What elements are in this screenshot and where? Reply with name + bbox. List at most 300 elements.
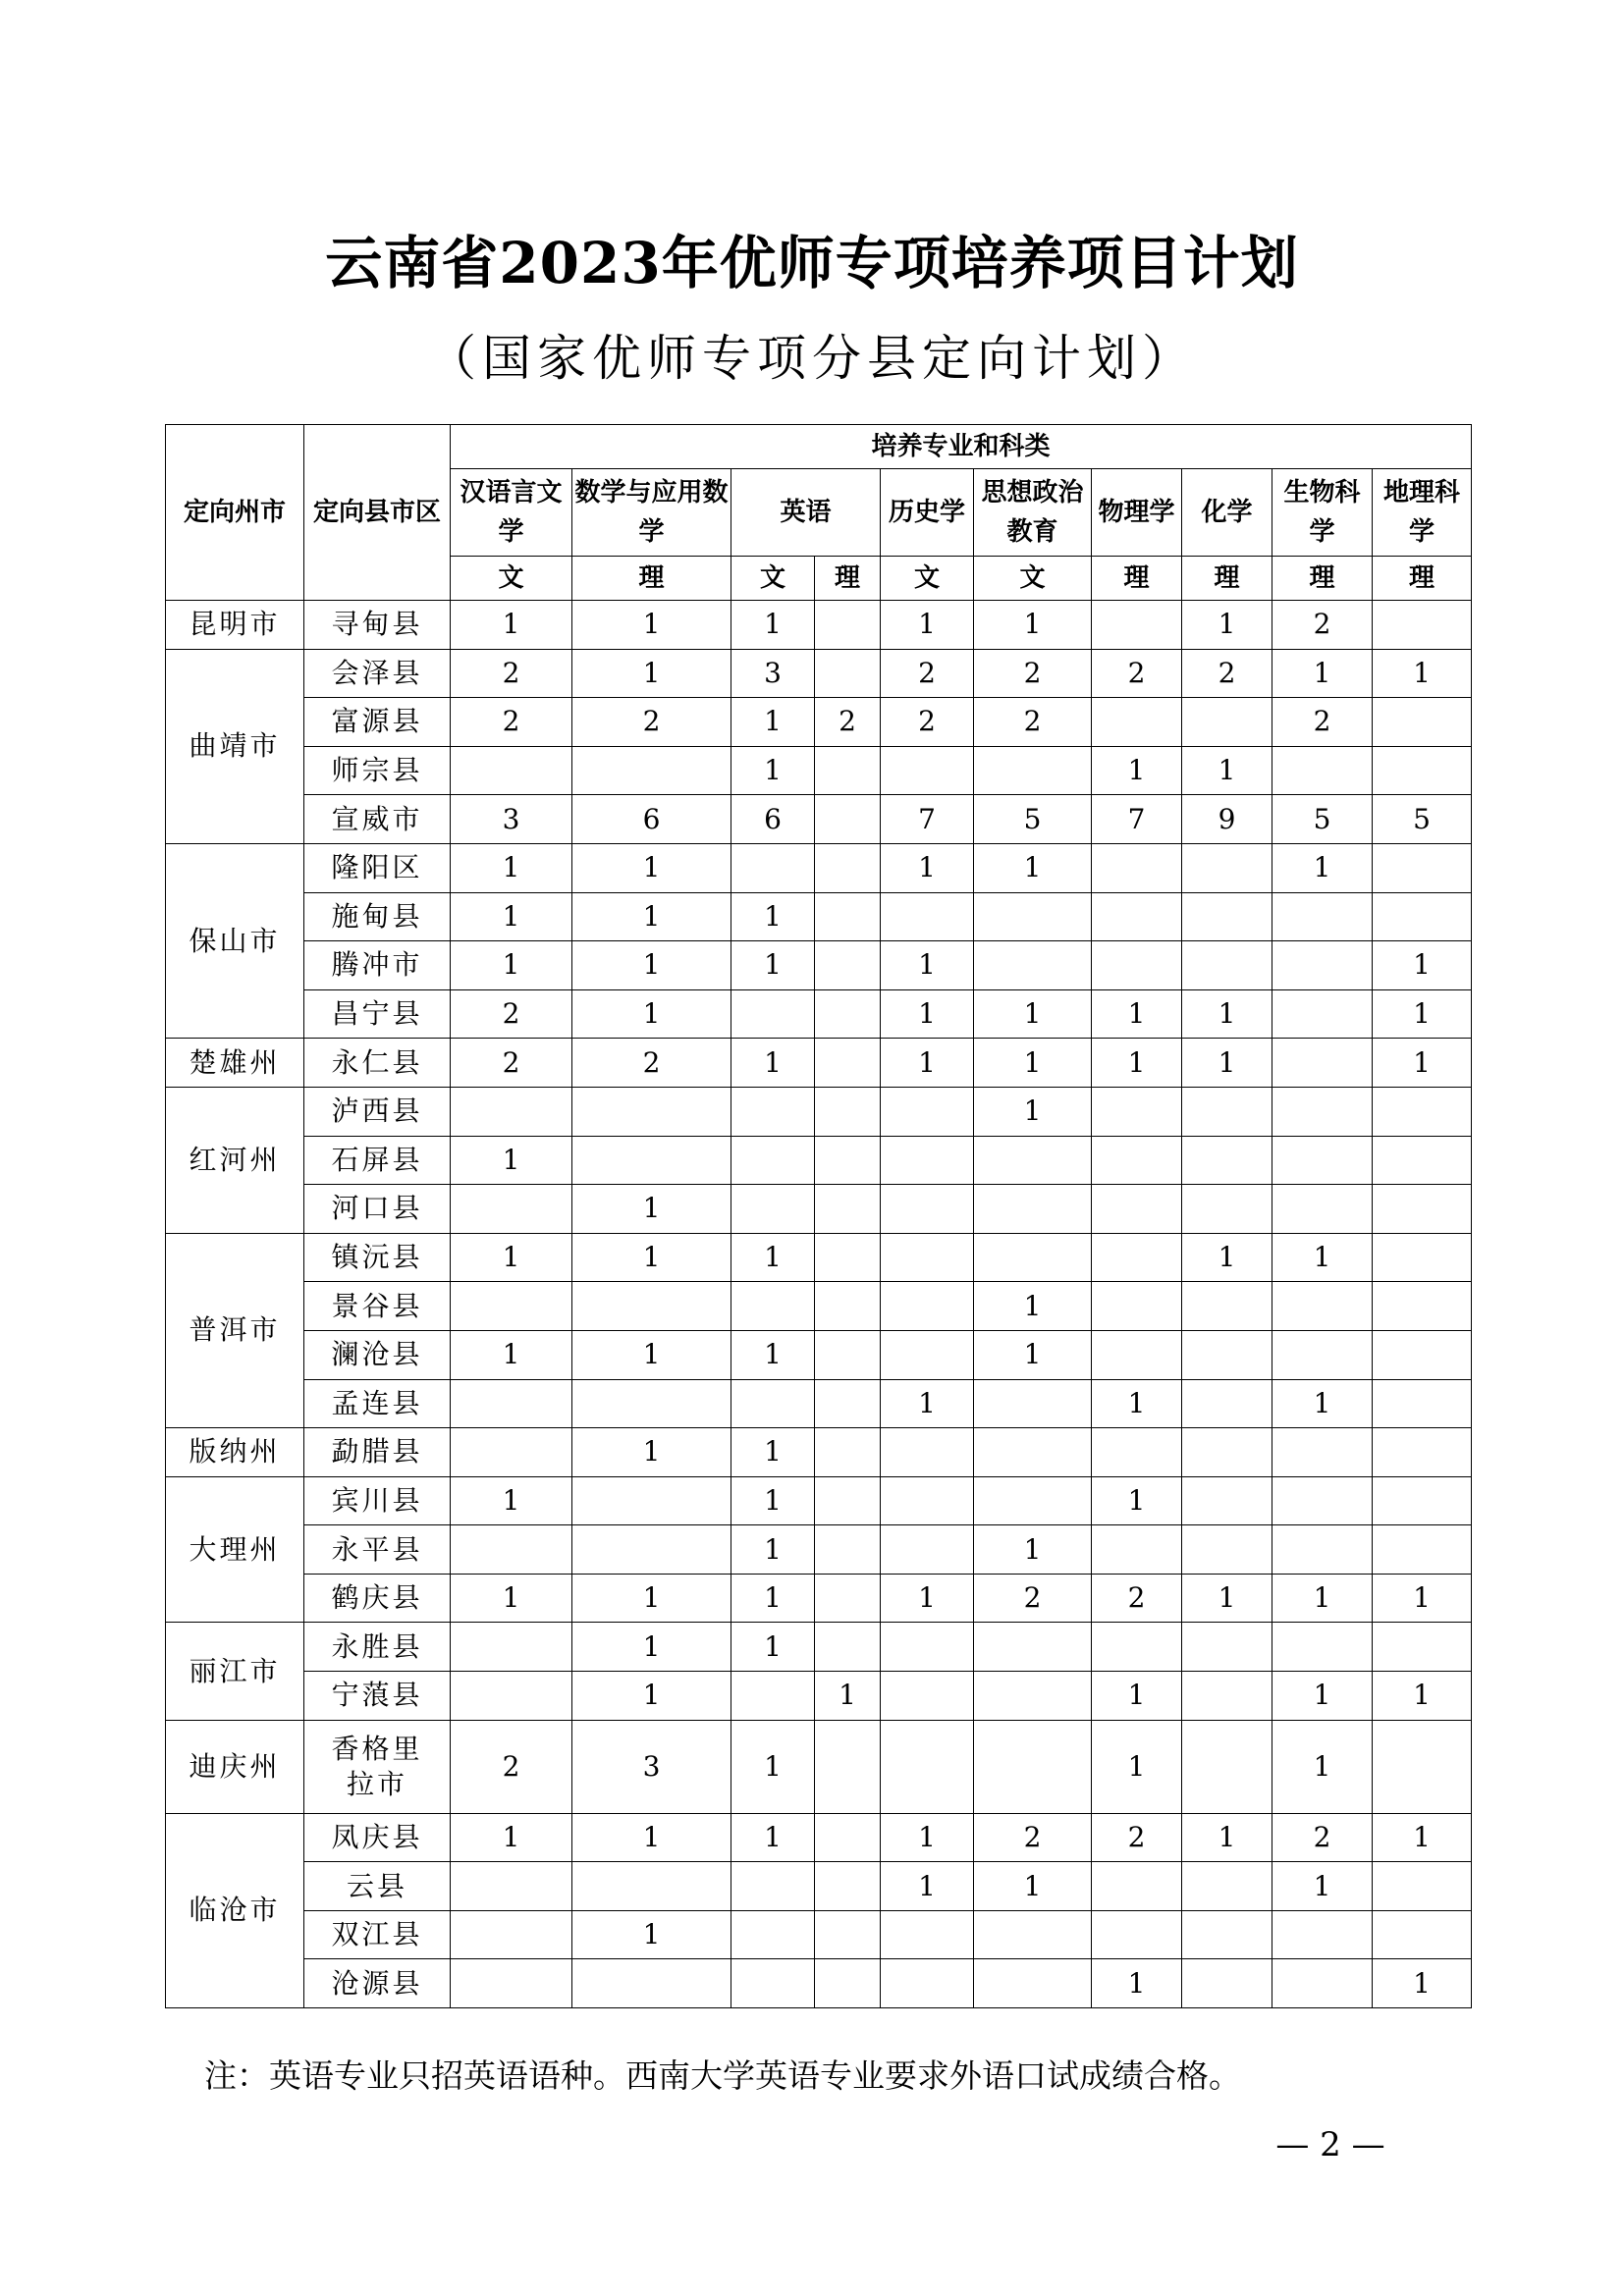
- value-cell: 1: [572, 1623, 731, 1672]
- value-cell: 2: [451, 1720, 572, 1813]
- value-cell: [451, 1379, 572, 1428]
- value-cell: [731, 1136, 815, 1185]
- value-cell: [451, 1087, 572, 1136]
- value-cell: 1: [451, 941, 572, 990]
- value-cell: [1182, 1862, 1272, 1911]
- county-cell: 凤庆县: [304, 1813, 451, 1862]
- value-cell: [1373, 1233, 1472, 1282]
- value-cell: 1: [974, 843, 1092, 892]
- value-cell: 1: [572, 1813, 731, 1862]
- value-cell: 2: [1182, 649, 1272, 698]
- table-row: [166, 649, 1472, 698]
- value-cell: [1373, 1910, 1472, 1959]
- value-cell: [572, 1476, 731, 1525]
- value-cell: [1272, 989, 1373, 1039]
- value-cell: [1272, 892, 1373, 941]
- value-cell: [1272, 1330, 1373, 1379]
- city-cell: 丽江市: [166, 1623, 304, 1720]
- value-cell: 2: [1092, 1574, 1182, 1623]
- value-cell: [1182, 892, 1272, 941]
- value-cell: 1: [1182, 989, 1272, 1039]
- value-cell: [815, 1282, 881, 1331]
- value-cell: [1272, 746, 1373, 795]
- value-cell: [1373, 1136, 1472, 1185]
- value-cell: [815, 746, 881, 795]
- value-cell: 1: [572, 989, 731, 1039]
- value-cell: 1: [974, 1039, 1092, 1088]
- value-cell: 2: [974, 1813, 1092, 1862]
- value-cell: 1: [1092, 989, 1182, 1039]
- value-cell: [1182, 1136, 1272, 1185]
- value-cell: 1: [731, 1574, 815, 1623]
- value-cell: 2: [1272, 1813, 1373, 1862]
- value-cell: [1272, 1428, 1373, 1477]
- value-cell: 1: [451, 601, 572, 650]
- value-cell: [881, 1959, 974, 2008]
- page-number: — 2 —: [1275, 2125, 1385, 2164]
- value-cell: [451, 1959, 572, 2008]
- value-cell: [881, 1330, 974, 1379]
- value-cell: [881, 1136, 974, 1185]
- value-cell: [1373, 1720, 1472, 1813]
- value-cell: [1182, 941, 1272, 990]
- value-cell: [1272, 1525, 1373, 1575]
- value-cell: [731, 1087, 815, 1136]
- header-track: 理: [1182, 557, 1272, 601]
- value-cell: [815, 1039, 881, 1088]
- county-cell: 永仁县: [304, 1039, 451, 1088]
- value-cell: [1272, 1910, 1373, 1959]
- city-cell: 曲靖市: [166, 649, 304, 843]
- value-cell: 1: [1182, 1039, 1272, 1088]
- value-cell: [881, 1233, 974, 1282]
- table-row: [166, 1720, 1472, 1813]
- value-cell: 1: [1272, 1379, 1373, 1428]
- table-row: [166, 843, 1472, 892]
- value-cell: [974, 1233, 1092, 1282]
- value-cell: [881, 1087, 974, 1136]
- value-cell: 2: [1092, 1813, 1182, 1862]
- value-cell: [572, 1136, 731, 1185]
- value-cell: [1182, 1476, 1272, 1525]
- value-cell: [815, 1959, 881, 2008]
- county-cell: 隆阳区: [304, 843, 451, 892]
- value-cell: [731, 1185, 815, 1234]
- header-track: 文: [974, 557, 1092, 601]
- value-cell: [1272, 1185, 1373, 1234]
- value-cell: [1092, 1282, 1182, 1331]
- value-cell: 1: [1272, 1720, 1373, 1813]
- value-cell: [974, 1428, 1092, 1477]
- table-row: [166, 795, 1472, 844]
- value-cell: 1: [974, 1862, 1092, 1911]
- county-cell: 宾川县: [304, 1476, 451, 1525]
- value-cell: [731, 1959, 815, 2008]
- county-cell: 香格里拉市: [304, 1720, 451, 1813]
- value-cell: [815, 1185, 881, 1234]
- value-cell: 1: [731, 892, 815, 941]
- value-cell: 1: [881, 1574, 974, 1623]
- value-cell: 1: [974, 1282, 1092, 1331]
- value-cell: [1092, 1136, 1182, 1185]
- value-cell: [815, 1476, 881, 1525]
- table-row: [166, 746, 1472, 795]
- value-cell: 1: [1373, 1039, 1472, 1088]
- value-cell: [1092, 843, 1182, 892]
- value-cell: [1092, 601, 1182, 650]
- header-track: 理: [572, 557, 731, 601]
- county-cell: 宣威市: [304, 795, 451, 844]
- value-cell: 2: [881, 698, 974, 747]
- value-cell: [815, 1813, 881, 1862]
- value-cell: [815, 1720, 881, 1813]
- value-cell: 1: [881, 601, 974, 650]
- value-cell: [451, 1862, 572, 1911]
- county-cell: 孟连县: [304, 1379, 451, 1428]
- value-cell: 1: [1373, 989, 1472, 1039]
- table-row: [166, 892, 1472, 941]
- value-cell: [881, 1428, 974, 1477]
- plan-table: [165, 424, 1472, 2008]
- value-cell: [1373, 1379, 1472, 1428]
- value-cell: [815, 1136, 881, 1185]
- value-cell: [451, 1525, 572, 1575]
- value-cell: [731, 1282, 815, 1331]
- value-cell: [815, 649, 881, 698]
- value-cell: [1373, 1525, 1472, 1575]
- county-cell: 沧源县: [304, 1959, 451, 2008]
- value-cell: [731, 1910, 815, 1959]
- value-cell: [1373, 1862, 1472, 1911]
- county-cell: 昌宁县: [304, 989, 451, 1039]
- value-cell: [815, 941, 881, 990]
- value-cell: [731, 1379, 815, 1428]
- value-cell: [1182, 1185, 1272, 1234]
- plan-table-body: [166, 601, 1472, 2008]
- value-cell: [974, 1136, 1092, 1185]
- value-cell: 1: [881, 843, 974, 892]
- value-cell: [1182, 1330, 1272, 1379]
- county-cell: 施甸县: [304, 892, 451, 941]
- city-cell: 临沧市: [166, 1813, 304, 2007]
- value-cell: [974, 1959, 1092, 2008]
- value-cell: [1092, 1330, 1182, 1379]
- value-cell: 1: [881, 1862, 974, 1911]
- header-city: 定向州市: [166, 425, 304, 601]
- value-cell: [1092, 1910, 1182, 1959]
- value-cell: 1: [731, 1623, 815, 1672]
- value-cell: 1: [572, 941, 731, 990]
- value-cell: [1373, 698, 1472, 747]
- value-cell: 5: [1272, 795, 1373, 844]
- value-cell: [1272, 1136, 1373, 1185]
- value-cell: [974, 1623, 1092, 1672]
- value-cell: [1272, 1959, 1373, 2008]
- value-cell: [1092, 1233, 1182, 1282]
- value-cell: [815, 1330, 881, 1379]
- value-cell: [1373, 1476, 1472, 1525]
- value-cell: 1: [1373, 1672, 1472, 1721]
- table-row: [166, 1476, 1472, 1525]
- value-cell: [881, 1720, 974, 1813]
- value-cell: 1: [1272, 649, 1373, 698]
- value-cell: [815, 795, 881, 844]
- county-cell: 澜沧县: [304, 1330, 451, 1379]
- value-cell: [881, 1672, 974, 1721]
- value-cell: 6: [731, 795, 815, 844]
- header-track: 文: [731, 557, 815, 601]
- value-cell: [1272, 1282, 1373, 1331]
- header-major: 历史学: [881, 469, 974, 557]
- page-title: 云南省2023年优师专项培养项目计划: [325, 230, 1299, 296]
- value-cell: [1272, 1039, 1373, 1088]
- value-cell: 1: [451, 1813, 572, 1862]
- city-cell: 保山市: [166, 843, 304, 1038]
- value-cell: 7: [1092, 795, 1182, 844]
- value-cell: 1: [1182, 1574, 1272, 1623]
- value-cell: [731, 989, 815, 1039]
- value-cell: 2: [451, 698, 572, 747]
- county-cell: 富源县: [304, 698, 451, 747]
- value-cell: [815, 843, 881, 892]
- value-cell: [974, 1672, 1092, 1721]
- value-cell: [815, 989, 881, 1039]
- table-row: [166, 1379, 1472, 1428]
- value-cell: [815, 1087, 881, 1136]
- value-cell: 1: [1092, 1959, 1182, 2008]
- value-cell: [1373, 1282, 1472, 1331]
- county-cell: 勐腊县: [304, 1428, 451, 1477]
- value-cell: 1: [731, 698, 815, 747]
- value-cell: 1: [451, 843, 572, 892]
- value-cell: 1: [1092, 1476, 1182, 1525]
- value-cell: [815, 892, 881, 941]
- value-cell: 1: [881, 1039, 974, 1088]
- value-cell: 1: [572, 1330, 731, 1379]
- value-cell: [1182, 1623, 1272, 1672]
- value-cell: 1: [815, 1672, 881, 1721]
- value-cell: 3: [451, 795, 572, 844]
- value-cell: 1: [1272, 1672, 1373, 1721]
- value-cell: [1092, 698, 1182, 747]
- value-cell: 1: [572, 649, 731, 698]
- value-cell: [1373, 892, 1472, 941]
- value-cell: [572, 1087, 731, 1136]
- value-cell: 1: [731, 601, 815, 650]
- value-cell: 1: [1182, 1233, 1272, 1282]
- value-cell: [572, 1959, 731, 2008]
- value-cell: [1373, 1330, 1472, 1379]
- value-cell: 1: [1182, 601, 1272, 650]
- page-subtitle: （国家优师专项分县定向计划）: [427, 330, 1197, 387]
- header-major: 汉语言文学: [451, 469, 572, 557]
- value-cell: [815, 1910, 881, 1959]
- value-cell: 1: [572, 1574, 731, 1623]
- value-cell: 1: [881, 1813, 974, 1862]
- table-row: [166, 601, 1472, 650]
- county-cell: 腾冲市: [304, 941, 451, 990]
- value-cell: 1: [1373, 1813, 1472, 1862]
- city-cell: 楚雄州: [166, 1039, 304, 1088]
- header-county: 定向县市区: [304, 425, 451, 601]
- value-cell: [974, 941, 1092, 990]
- value-cell: 1: [451, 1476, 572, 1525]
- table-row: [166, 1282, 1472, 1331]
- header-major: 英语: [731, 469, 881, 557]
- value-cell: 1: [1092, 1039, 1182, 1088]
- table-row: [166, 1959, 1472, 2008]
- county-cell: 鹤庆县: [304, 1574, 451, 1623]
- value-cell: 3: [731, 649, 815, 698]
- table-row: [166, 1813, 1472, 1862]
- value-cell: [1092, 1862, 1182, 1911]
- value-cell: 1: [974, 1525, 1092, 1575]
- city-cell: 版纳州: [166, 1428, 304, 1477]
- value-cell: [1182, 1525, 1272, 1575]
- county-cell: 永平县: [304, 1525, 451, 1575]
- value-cell: [1272, 1087, 1373, 1136]
- header-track: 文: [451, 557, 572, 601]
- city-cell: 昆明市: [166, 601, 304, 650]
- value-cell: [881, 1476, 974, 1525]
- value-cell: 1: [731, 1525, 815, 1575]
- value-cell: 1: [572, 601, 731, 650]
- value-cell: 1: [572, 1910, 731, 1959]
- table-row: [166, 1428, 1472, 1477]
- value-cell: [572, 1862, 731, 1911]
- value-cell: [451, 746, 572, 795]
- table-row: [166, 1862, 1472, 1911]
- value-cell: 2: [451, 1039, 572, 1088]
- value-cell: 1: [731, 941, 815, 990]
- table-row: [166, 1039, 1472, 1088]
- value-cell: 2: [572, 1039, 731, 1088]
- value-cell: [974, 892, 1092, 941]
- value-cell: 1: [1182, 746, 1272, 795]
- value-cell: [1182, 1720, 1272, 1813]
- value-cell: [731, 1862, 815, 1911]
- value-cell: 6: [572, 795, 731, 844]
- county-cell: 云县: [304, 1862, 451, 1911]
- value-cell: [1092, 1623, 1182, 1672]
- value-cell: [881, 1623, 974, 1672]
- table-row: [166, 1623, 1472, 1672]
- value-cell: [881, 892, 974, 941]
- value-cell: 1: [1272, 1574, 1373, 1623]
- value-cell: 3: [572, 1720, 731, 1813]
- value-cell: 1: [1373, 941, 1472, 990]
- value-cell: 1: [1092, 1720, 1182, 1813]
- value-cell: [1092, 1185, 1182, 1234]
- value-cell: 1: [451, 1136, 572, 1185]
- value-cell: [1373, 843, 1472, 892]
- city-cell: 普洱市: [166, 1233, 304, 1427]
- value-cell: [1373, 601, 1472, 650]
- value-cell: 1: [1092, 1672, 1182, 1721]
- value-cell: 1: [1272, 843, 1373, 892]
- value-cell: 5: [974, 795, 1092, 844]
- value-cell: 5: [1373, 795, 1472, 844]
- value-cell: [1092, 892, 1182, 941]
- table-row: [166, 1672, 1472, 1721]
- value-cell: [881, 1185, 974, 1234]
- value-cell: 2: [1272, 601, 1373, 650]
- value-cell: [1272, 1476, 1373, 1525]
- value-cell: 2: [881, 649, 974, 698]
- value-cell: [815, 601, 881, 650]
- header-major: 地理科学: [1373, 469, 1472, 557]
- value-cell: 1: [731, 746, 815, 795]
- header-major: 数学与应用数学: [572, 469, 731, 557]
- value-cell: 2: [974, 1574, 1092, 1623]
- value-cell: 1: [451, 1233, 572, 1282]
- header-group: 培养专业和科类: [451, 425, 1472, 469]
- value-cell: 1: [731, 1233, 815, 1282]
- value-cell: [1373, 1428, 1472, 1477]
- value-cell: [451, 1428, 572, 1477]
- value-cell: 1: [731, 1428, 815, 1477]
- value-cell: 1: [1182, 1813, 1272, 1862]
- table-row: [166, 1136, 1472, 1185]
- value-cell: [1373, 1087, 1472, 1136]
- value-cell: [815, 1623, 881, 1672]
- value-cell: [1092, 1087, 1182, 1136]
- value-cell: 1: [572, 892, 731, 941]
- value-cell: 1: [974, 1330, 1092, 1379]
- value-cell: [974, 1379, 1092, 1428]
- value-cell: 1: [572, 1233, 731, 1282]
- value-cell: 1: [572, 1428, 731, 1477]
- value-cell: [451, 1910, 572, 1959]
- county-cell: 泸西县: [304, 1087, 451, 1136]
- table-row: [166, 1525, 1472, 1575]
- county-cell: 石屏县: [304, 1136, 451, 1185]
- header-track: 文: [881, 557, 974, 601]
- value-cell: [881, 1910, 974, 1959]
- value-cell: [815, 1525, 881, 1575]
- value-cell: 2: [1272, 698, 1373, 747]
- value-cell: [815, 1574, 881, 1623]
- header-major: 物理学: [1092, 469, 1182, 557]
- value-cell: 2: [451, 649, 572, 698]
- value-cell: 1: [572, 843, 731, 892]
- value-cell: 1: [731, 1330, 815, 1379]
- value-cell: [451, 1282, 572, 1331]
- header-track: 理: [1092, 557, 1182, 601]
- value-cell: [881, 1282, 974, 1331]
- value-cell: 1: [451, 892, 572, 941]
- value-cell: [572, 1379, 731, 1428]
- table-row: [166, 989, 1472, 1039]
- value-cell: [1182, 1672, 1272, 1721]
- county-cell: 会泽县: [304, 649, 451, 698]
- header-track: 理: [815, 557, 881, 601]
- value-cell: [1182, 1428, 1272, 1477]
- value-cell: [974, 746, 1092, 795]
- header-track: 理: [1373, 557, 1472, 601]
- value-cell: 1: [451, 1574, 572, 1623]
- value-cell: [1373, 746, 1472, 795]
- value-cell: [731, 1672, 815, 1721]
- value-cell: 1: [974, 989, 1092, 1039]
- city-cell: 迪庆州: [166, 1720, 304, 1813]
- value-cell: 1: [1373, 649, 1472, 698]
- value-cell: 1: [1373, 1959, 1472, 2008]
- value-cell: 1: [1092, 1379, 1182, 1428]
- header-major: 思想政治教育: [974, 469, 1092, 557]
- county-cell: 宁蒗县: [304, 1672, 451, 1721]
- value-cell: [572, 746, 731, 795]
